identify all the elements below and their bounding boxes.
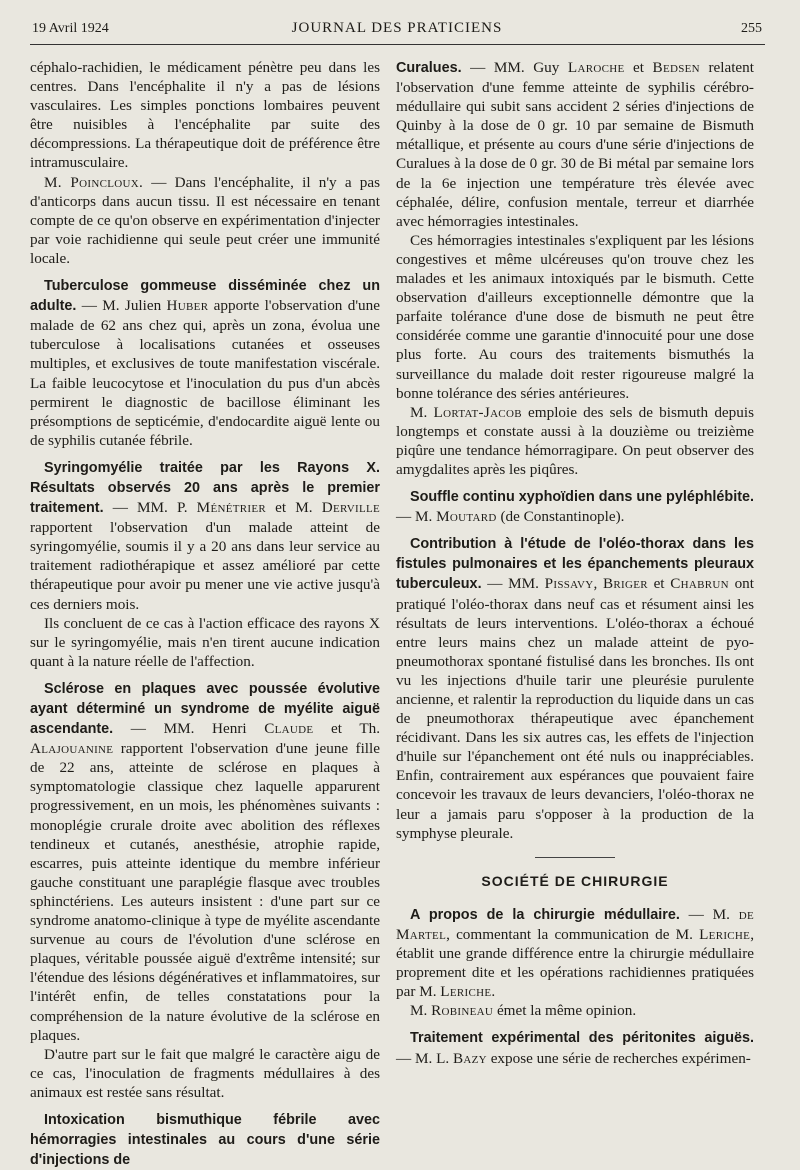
article-heading: Tuberculose gommeuse disséminée chez un adulte.: [30, 278, 380, 315]
header-rule: [30, 44, 765, 45]
author-name: Alajouanine: [30, 740, 114, 758]
article-heading: Contribution à l'étude de l'oléo-thorax dans les fistules pulmonaires et les épanchements pleuraux tuberculeux.: [396, 536, 754, 593]
paragraph: M. Poincloux. — Dans l'encéphalite, il n'y a pas d'anticorps dans aucun tissu. Il est nécessaire en tenant compte de ce qu'on observe en expérimentation d'injecter par voie rachidienne qui seule peut créer une immunité locale.: [30, 173, 380, 267]
author-name: Leriche: [440, 983, 492, 1001]
author-name: Ménétrier: [196, 499, 267, 517]
article-entry: Syringomyélie traitée par les Rayons X. Résultats observés 20 ans après le premier traitement. — MM. P. Ménétrier et M. Derville rapportent l'observation d'un malade atteint de syringomyélie, soumis il y a 20 ans dans leur service au traitement radiothérapique et assez amélioré par cette thérapeutique pour avoir pu mener une vie active jusqu'à ces derniers mois.: [30, 459, 380, 613]
article-heading: A propos de la chirurgie médullaire.: [410, 906, 680, 923]
article-entry: Traitement expérimental des péritonites aiguës. — M. L. Bazy expose une série de recherches expérimen-: [396, 1030, 754, 1067]
paragraph: M. Robineau émet la même opinion.: [410, 1002, 637, 1020]
author-name: Chabrun: [670, 575, 729, 593]
page-number: 255: [741, 21, 762, 36]
author-name: Bazy: [452, 1049, 487, 1067]
author-name: Huber: [166, 297, 209, 315]
author-name: Bedsen: [652, 59, 700, 76]
author-name: M. Poincloux.: [44, 173, 144, 191]
paragraph: céphalo-rachidien, le médicament pénètre peu dans les centres. Dans l'encéphalite il n'y a pas de lésions vasculaires. Les simples ponctions lombaires peuvent être nuisibles à l'encéphalite par suite des décompressions. La thérapeutique doit de préférence être intramusculaire.: [30, 59, 380, 172]
author-name: Robineau: [431, 1002, 494, 1020]
page-header: [32, 18, 762, 40]
author-name: Leriche: [699, 925, 751, 943]
section-divider: [535, 857, 615, 858]
section-title: SOCIÉTÉ DE CHIRURGIE: [481, 872, 669, 889]
author-name: Briger: [602, 575, 648, 593]
article-heading: Sclérose en plaques avec poussée évolutive ayant déterminé un syndrome de myélite aiguë ascendante.: [30, 680, 380, 738]
author-name: de Martel: [396, 905, 754, 943]
author-name: Lortat-Jacob: [433, 403, 522, 421]
issue-date: 19 Avril 1924: [32, 21, 109, 36]
paragraph: Ils concluent de ce cas à l'action efficace des rayons X sur le syringomyélie, mais n'en tirent aucune indication quant à la nature réelle de l'affection.: [30, 614, 380, 670]
article-entry: Sclérose en plaques avec poussée évolutive ayant déterminé un syndrome de myélite aiguë ascendante. — MM. Henri Claude et Th. Alajouanine rapportent l'observation d'une jeune fille de 22 ans, atteinte de sclérose en plaques à symptomatologie classique chez laquelle apparurent progressivement, en un mois, les phénomènes suivants : monoplégie crurale droite avec abolition des réflexes tendineux et cutanés, anesthésie, atrophie rapide, escarres, puis atteinte identique du membre inférieur gauche constituant une paraplégie flasque avec troubles sphinctériens. Les auteurs insistent : d'une part sur ce syndrome anatomo-clinique à type de myélite ascendante survenue au cours de l'évolution d'une sclérose en plaques, véritable poussée aiguë d'extrême intensité; sur l'étendue des lésions dégénératives et inflammatoires, sur l'intérêt enfin, de telles constatations pour la compréhension de la nature évolutive de la sclérose en plaques.: [30, 680, 380, 1044]
author-name: Derville: [321, 499, 380, 517]
author-name: Moutard: [436, 508, 497, 526]
article-heading: Curalues.: [396, 60, 462, 76]
author-name: Laroche: [567, 59, 625, 76]
article-heading: Syringomyélie traitée par les Rayons X. Résultats observés 20 ans après le premier traitement.: [30, 459, 380, 517]
article-heading: Traitement expérimental des péritonites aiguës.: [410, 1030, 754, 1047]
author-name: Pissavy: [544, 575, 594, 593]
right-column: [396, 58, 754, 1068]
article-entry: Curalues. — MM. Guy Laroche et Bedsen relatent l'observation d'une femme atteinte de syphilis cérébro-médullaire qui subit sans accident 2 séries d'injections de Quinby à la dose de 0 gr. 10 par semaine de Bismuth métallique, et présente au cours d'une série d'injections de Curalues à la dose de 0 gr. 30 de Bi métal par semaine lors de la 6e injection une température très élevée avec céphalée, délire, confusion mentale, terreur et diarrhée avec hémorragies intestinales.: [396, 59, 754, 230]
article-heading: Intoxication bismuthique fébrile avec hémorragies intestinales au cours d'une série d'injections de: [30, 1111, 380, 1169]
article-entry: [30, 1110, 380, 1170]
article-entry: A propos de la chirurgie médullaire. — M. de Martel, commentant la communication de M. Leriche, établit une grande différence entre la chirurgie médullaire proprement dite et les opérations rachidiennes pratiquées par M. Leriche.: [396, 905, 754, 1001]
journal-title: JOURNAL DES PRATICIENS: [291, 20, 503, 36]
article-heading: Souffle continu xyphoïdien dans une pyléphlébite.: [410, 489, 754, 506]
article-entry: Contribution à l'étude de l'oléo-thorax dans les fistules pulmonaires et les épanchements pleuraux tuberculeux. — MM. Pissavy, Briger et Chabrun ont pratiqué l'oléo-thorax dans neuf cas et résument ainsi les résultats de leurs interventions. L'oléo-thorax a échoué entre leurs mains chez un malade atteint de pyo-pneumothorax spontané fistulisé dans les bronches. Ils ont vu les injections d'huile tarir une pleurésie purulente ancienne, et ralentir la reproduction du liquide dans un cas de pneumothorax thérapeutique avec épanchement récidivant. Dans les six autres cas, les effets de l'injection d'huile sur l'épanchement ont été nuls ou inappréciables. Enfin, contrairement aux espérances que pouvaient faire concevoir les travaux de leurs devanciers, l'oléo-thorax ne leur a jamais paru s'opposer à la production de la symphyse pleurale.: [396, 536, 754, 842]
left-column: [30, 58, 380, 1170]
author-name: Claude: [264, 720, 314, 738]
paragraph: M. Lortat-Jacob emploie des sels de bismuth depuis longtemps et constate aussi à la douzième ou treizième piqûre une tendance hémorragipare. On peut observer des amygdalites après les piqûres.: [396, 403, 754, 478]
paragraph: D'autre part sur le fait que malgré le caractère aigu de ce cas, l'inoculation de fragments médullaires à des animaux est restée sans résultat.: [30, 1045, 380, 1101]
paragraph: Ces hémorragies intestinales s'expliquent par les lésions congestives et même ulcéreuses qu'on trouve chez les malades et les animaux intoxiqués par le bismuth. Cette observation d'ailleurs exceptionnelle démontre que la parfaite tolérance d'une dose de bismuth ne peut être considérée comme une garantie d'innocuité pour une dose plus forte. Au cours des traitements bismuthés la surveillance du malade doit rester rigoureuse malgré la bonne tolérance des séries antérieures.: [396, 231, 754, 402]
article-entry: Souffle continu xyphoïdien dans une pyléphlébite. — M. Moutard (de Constantinople).: [396, 489, 754, 526]
article-entry: Tuberculose gommeuse disséminée chez un adulte. — M. Julien Huber apporte l'observation d'une malade de 62 ans chez qui, après un zona, évolua une tuberculose à localisations cutanées et osseuses multiples, et exclusives de toute manifestation viscérale. La faible leucocytose et l'inoculation du pus d'un abcès permirent le diagnostic de bacillose éliminant les présomptions de septicémie, d'endocardite aiguë lente ou de syphilis cutanée fébrile.: [30, 278, 380, 449]
